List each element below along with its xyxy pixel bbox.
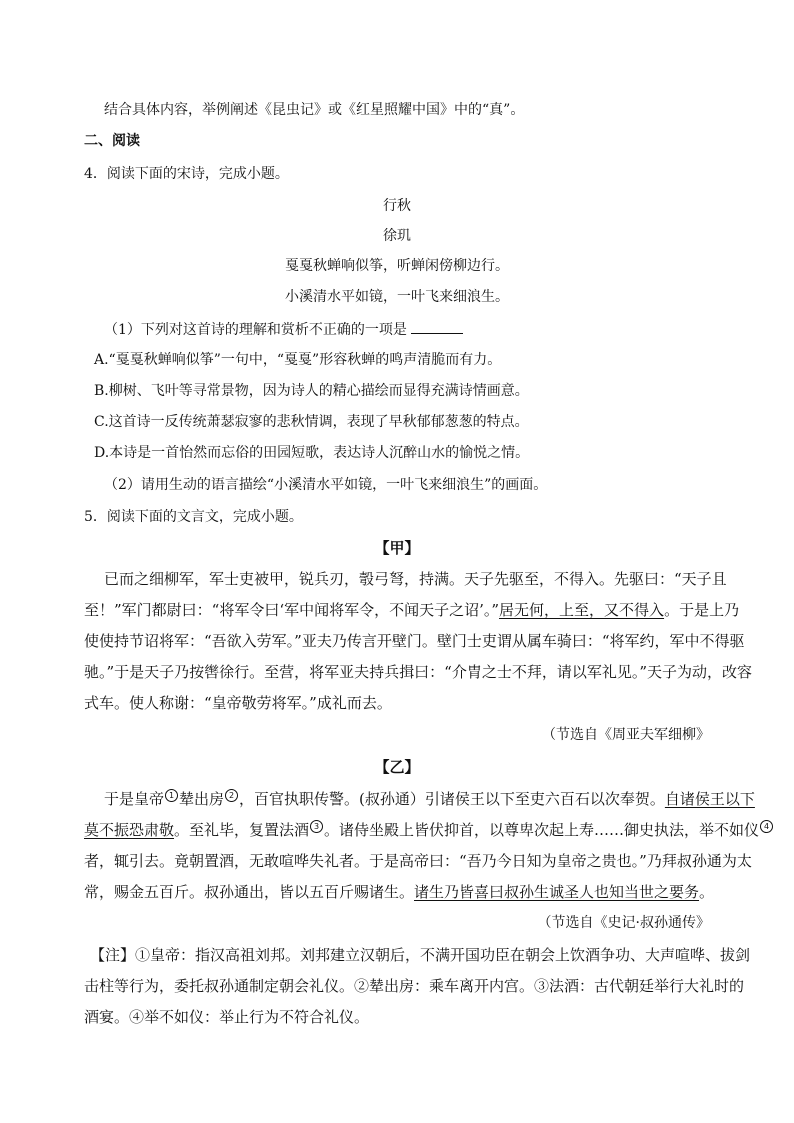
yi-line-2-a: 。至礼毕，复置法酒 <box>174 821 310 839</box>
yi-line-3: 者，辄引去。竟朝置酒，无敢喧哗失礼者。于是高帝曰：“吾乃今日知为皇帝之贵也。”乃拜叔孙通为太 <box>84 852 752 870</box>
note-marker-1: 1 <box>165 789 178 802</box>
option-c: C.这首诗一反传统萧瑟寂寥的悲秋情调，表现了早秋郁郁葱葱的特点。 <box>94 414 529 430</box>
jia-source: （节选自《周亚夫军细柳》 <box>542 727 710 743</box>
yi-underlined-2: 莫不振恐肃敬 <box>84 821 175 839</box>
jia-line-2-a: 至！”军门都尉曰：“将军令曰‘军中闻将军令，不闻天子之诏’。” <box>84 601 500 619</box>
yi-line-1 <box>104 789 755 809</box>
note-marker-2: 2 <box>225 789 238 802</box>
intro-line: 结合具体内容，举例阐述《昆虫记》或《红星照耀中国》中的“真”。 <box>104 102 525 118</box>
yi-line-2-b: 。诸侍坐殿上皆伏抑首，以尊卑次起上寿……御史执法，举不如仪 <box>324 821 760 839</box>
poem-line-1: 戛戛秋蝉响似筝，听蝉闲傍柳边行。 <box>285 258 509 274</box>
jia-underlined-sentence: 居无何，上至，又不得入 <box>499 601 665 619</box>
yi-line-2 <box>84 820 774 840</box>
q4-sub1-text: （1）下列对这首诗的理解和赏析不正确的一项是 <box>104 322 407 338</box>
jia-line-4: 驰。”于是天子乃按辔徐行。至营，将军亚夫持兵揖曰：“介胄之士不拜，请以军礼见。”天子为动，改容 <box>84 663 753 681</box>
yi-line-1-a: 于是皇帝 <box>104 790 165 808</box>
poem-title: 行秋 <box>383 198 411 214</box>
option-a: A.“戛戛秋蝉响似筝”一句中，“戛戛”形容秋蝉的鸣声清脆而有力。 <box>94 352 502 368</box>
yi-underlined-3: 诸生乃皆喜曰叔孙生诚圣人也知当世之要务 <box>414 883 700 901</box>
jia-line-2-b: 。于是上乃 <box>664 601 740 619</box>
notes-line-1: 【注】①皇帝：指汉高祖刘邦。刘邦建立汉朝后，不满开国功臣在朝会上饮酒争功、大声喧哗、拔剑 <box>90 946 751 964</box>
section-heading: 二、阅读 <box>84 133 140 149</box>
note-marker-4: 4 <box>760 820 773 833</box>
q5-prompt: 5．阅读下面的文言文，完成小题。 <box>84 509 303 525</box>
note-marker-3: 3 <box>310 820 323 833</box>
q4-prompt: 4．阅读下面的宋诗，完成小题。 <box>84 166 289 182</box>
yi-line-1-c: ，百官执职传警。(叔孙通）引诸侯王以下至吏六百石以次奉贺。 <box>239 790 665 808</box>
poem-author: 徐玑 <box>383 228 411 244</box>
jia-line-3: 使使持节诏将军：“吾欲入劳军。”亚夫乃传言开壁门。壁门士吏谓从属车骑曰：“将军约，军中不得驱 <box>84 632 745 650</box>
yi-line-4 <box>84 882 714 902</box>
yi-heading: 【乙】 <box>374 758 420 776</box>
yi-line-1-b: 辇出房 <box>179 790 225 808</box>
jia-line-2 <box>84 600 739 620</box>
poem-line-2: 小溪清水平如镜，一叶飞来细浪生。 <box>285 289 509 305</box>
jia-line-1: 已而之细柳军，军士吏被甲，锐兵刃，彀弓弩，持满。天子先驱至，不得入。先驱曰：“天子且 <box>104 570 727 588</box>
yi-underlined-1: 自诸侯王以下 <box>664 790 755 808</box>
yi-source: （节选自《史记·叔孙通传》 <box>537 915 710 931</box>
yi-line-4-b: 。 <box>699 883 715 901</box>
notes-line-2: 击柱等行为，委托叔孙通制定朝会礼仪。②辇出房：乘车离开内宫。③法酒：古代朝廷举行大礼时的 <box>84 977 745 995</box>
option-d: D.本诗是一首怡然而忘俗的田园短歌，表达诗人沉醉山水的愉悦之情。 <box>94 445 530 461</box>
option-b: B.柳树、飞叶等寻常景物，因为诗人的精心描绘而显得充满诗情画意。 <box>94 383 529 399</box>
jia-heading: 【甲】 <box>374 539 420 557</box>
answer-blank[interactable] <box>411 319 463 334</box>
q4-sub2: （2）请用生动的语言描绘“小溪清水平如镜，一叶飞来细浪生”的画面。 <box>104 477 548 493</box>
q4-sub1 <box>104 319 463 340</box>
notes-line-3: 酒宴。④举不如仪：举止行为不符合礼仪。 <box>84 1008 370 1026</box>
jia-line-5: 式车。使人称谢：“皇帝敬劳将军。”成礼而去。 <box>84 694 392 712</box>
yi-line-4-a: 常，赐金五百斤。叔孙通出，皆以五百斤赐诸生。 <box>84 883 415 901</box>
